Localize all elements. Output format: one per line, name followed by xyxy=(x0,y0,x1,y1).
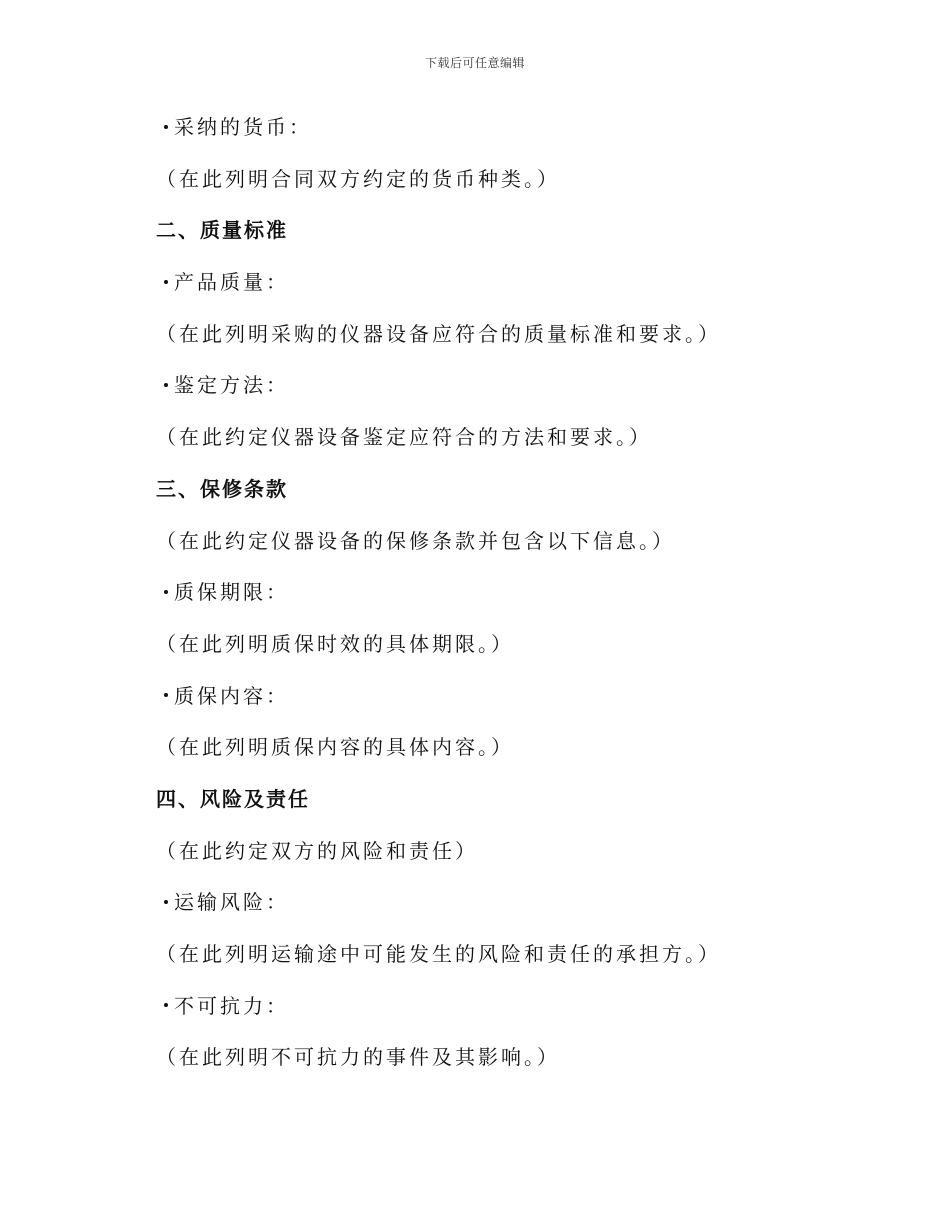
bullet-dot-icon xyxy=(164,900,168,904)
bullet-label: 产品质量： xyxy=(174,270,289,295)
note-warranty-period: （在此列明质保时效的具体期限。） xyxy=(156,631,514,656)
section-heading-risk: 四、风险及责任 xyxy=(156,786,310,811)
bullet-dot-icon xyxy=(164,590,168,594)
section-heading-warranty: 三、保修条款 xyxy=(156,476,288,501)
note-force-majeure: （在此列明不可抗力的事件及其影响。） xyxy=(156,1045,560,1070)
bullet-label: 鉴定方法： xyxy=(174,373,289,398)
bullet-warranty-content xyxy=(156,681,796,733)
bullet-label: 运输风险： xyxy=(174,890,289,915)
bullet-dot-icon xyxy=(164,693,168,697)
bullet-dot-icon xyxy=(164,383,168,387)
note-transport-risk: （在此列明运输途中可能发生的风险和责任的承担方。） xyxy=(156,942,721,966)
bullet-inspection-method xyxy=(156,370,796,422)
bullet-product-quality xyxy=(156,267,796,319)
note-warranty-content: （在此列明质保内容的具体内容。） xyxy=(156,735,514,760)
note-product-quality: （在此列明采购的仪器设备应符合的质量标准和要求。） xyxy=(156,321,721,346)
note-currency: （在此列明合同双方约定的货币种类。） xyxy=(156,166,560,191)
note-inspection-method: （在此约定仪器设备鉴定应符合的方法和要求。） xyxy=(156,425,652,450)
page-header: 下载后可任意编辑 xyxy=(424,56,525,70)
section-heading-quality: 二、质量标准 xyxy=(156,218,288,243)
bullet-dot-icon xyxy=(164,125,168,129)
bullet-label: 采纳的货币： xyxy=(174,115,312,139)
bullet-force-majeure xyxy=(156,991,796,1043)
bullet-warranty-period xyxy=(156,577,796,629)
bullet-dot-icon xyxy=(164,280,168,284)
bullet-label: 不可抗力： xyxy=(174,993,289,1018)
bullet-transport-risk xyxy=(156,887,796,939)
bullet-dot-icon xyxy=(164,1003,168,1007)
note-risk: （在此约定双方的风险和责任） xyxy=(156,838,478,863)
bullet-label: 质保内容： xyxy=(174,683,289,708)
note-warranty: （在此约定仪器设备的保修条款并包含以下信息。） xyxy=(156,528,675,553)
bullet-label: 质保期限： xyxy=(174,580,289,605)
bullet-currency xyxy=(156,112,796,164)
document-body xyxy=(156,112,796,1094)
